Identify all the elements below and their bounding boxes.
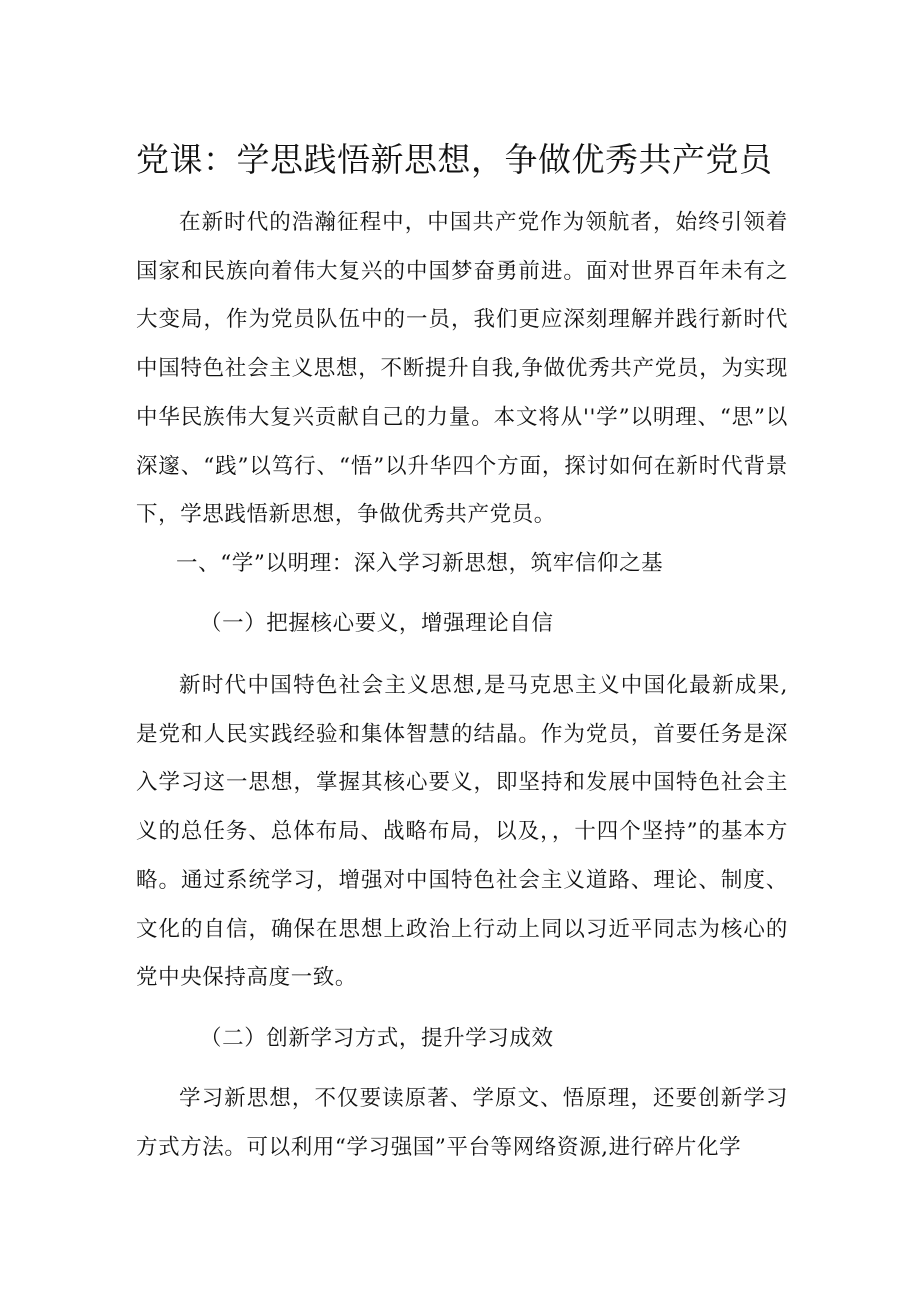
subsection-paragraph-2: 学习新思想，不仅要读原著、学原文、悟原理，还要创新学习方式方法。可以利用“学习强国”平台等网络资源,进行碎片化学 (136, 1086, 788, 1160)
subsection-paragraph-1: 新时代中国特色社会主义思想,是马克思主义中国化最新成果,是党和人民实践经验和集体智慧的结晶。作为党员，首要任务是深入学习这一思想，掌握其核心要义，即坚持和发展中国特色社会主义的总任务、总体布局、战略布局，以及，，十四个坚持”的基本方略。通过系统学习，增强对中国特色社会主义道路、理论、制度、文化的自信，确保在思想上政治上行动上同以习近平同志为核心的党中央保持高度一致。 (136, 673, 788, 991)
subsection-heading-2: （二）创新学习方式，提升学习成效 (200, 1026, 554, 1051)
intro-paragraph: 在新时代的浩瀚征程中，中国共产党作为领航者，始终引领着国家和民族向着伟大复兴的中国梦奋勇前进。面对世界百年未有之大变局，作为党员队伍中的一员，我们更应深刻理解并践行新时代中国特色社会主义思想，不断提升自我,争做优秀共产党员，为实现中华民族伟大复兴贡献自己的力量。本文将从''学”以明理、“思”以深邃、“践”以笃行、“悟”以升华四个方面，探讨如何在新时代背景下，学思践悟新思想，争做优秀共产党员。 (136, 210, 788, 528)
subsection-heading-1: （一）把握核心要义，增强理论自信 (200, 611, 554, 636)
section-heading-1: 一、“学”以明理：深入学习新思想，筑牢信仰之基 (176, 551, 664, 576)
document-title: 党课：学思践悟新思想，争做优秀共产党员 (136, 140, 773, 179)
